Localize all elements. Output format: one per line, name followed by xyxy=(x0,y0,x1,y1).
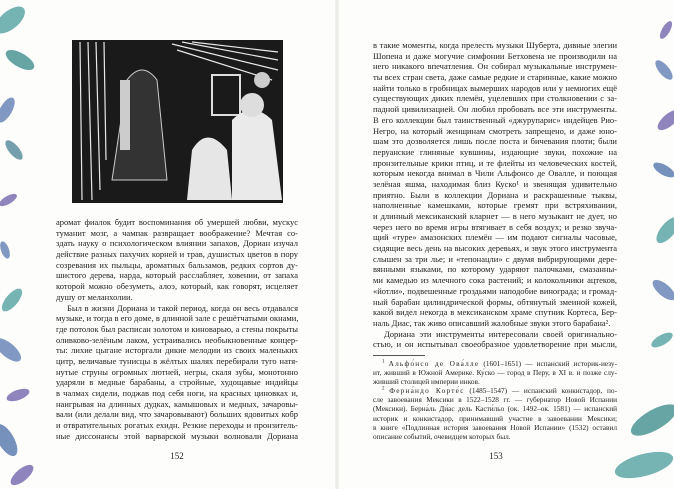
footnote-line xyxy=(373,377,617,386)
line-text: в книге «Подлинная история завоевания Новой Испании» (1532) оставил xyxy=(373,422,617,432)
line-text: вали (или делали вид, что зачаровывают) больших ядовитых кобр xyxy=(56,409,298,420)
text-line xyxy=(373,190,617,201)
line-text: историк и конкистадор, принимавший участие в завоевании Мексики; xyxy=(373,413,617,423)
right-leaf-decoration xyxy=(614,0,674,489)
text-line xyxy=(56,292,298,303)
footnote-line xyxy=(373,432,617,441)
text-line xyxy=(373,51,617,62)
line-text: пронзительные крики птиц, и те флейты из человеческих костей, xyxy=(373,157,617,168)
footnote-line xyxy=(373,423,617,432)
text-line xyxy=(56,377,298,388)
line-text: наигрывая на длинных дудках, камышовых и медных, зачаровы- xyxy=(56,398,298,409)
line-text: которым некогда внимал в Чили Альфонсо де Овалле, и поющая xyxy=(373,168,617,179)
line-text: через него во время игры втягивает в себя воздух; и резко звуча- xyxy=(373,221,617,232)
line-text: слышен за три лье; и «тепонацли» с двумя вибрирующими дере- xyxy=(373,253,617,264)
text-line xyxy=(56,228,298,239)
line-text: ные диссонансы этой варварской музыки волновали Дориана xyxy=(56,430,298,441)
footnote-marker: 1 xyxy=(382,359,385,365)
text-line xyxy=(373,83,617,94)
line-text: здать науку о психологическом влиянии запахов, Дориан изучал xyxy=(56,238,298,249)
text-line xyxy=(373,275,617,286)
text-line xyxy=(373,254,617,265)
line-text: в такие моменты, когда прелесть музыки Шуберта, дивные элегии xyxy=(373,40,617,50)
footnote-divider xyxy=(373,355,425,356)
text-line xyxy=(56,260,298,271)
footnote-line xyxy=(373,359,617,368)
text-line xyxy=(56,335,298,346)
line-text: шистого дерева, нарда, который расслабляет, ховении, от запаха xyxy=(56,270,298,281)
line-text: «йотли», подвешенные гроздьями наподобие винограда; и громад- xyxy=(373,285,617,296)
line-text: душу от меланхолии. xyxy=(56,291,133,302)
text-line xyxy=(56,409,298,420)
text-line xyxy=(56,303,298,314)
text-line xyxy=(373,72,617,83)
line-text: созревания их пыльцы, ароматных бальзамов, редких сортов ду- xyxy=(56,259,298,270)
text-line xyxy=(56,356,298,367)
text-line xyxy=(56,217,298,228)
line-text: ми камедью из млечного сока растений; и колокольчики ацтеков, xyxy=(373,275,617,286)
line-text: какой видел некогда в мексиканском храме спутник Кортеса, Бер- xyxy=(373,307,617,318)
text-line xyxy=(56,249,298,260)
line-text: Негро, на который женщинам смотреть запрещено, и даже юно- xyxy=(373,125,617,136)
line-text: вянными языками, по которому ударяют палочками, смазанны- xyxy=(373,264,617,275)
line-text: перуанские глиняные кувшины, издающие звуки, похожие на xyxy=(373,146,617,157)
line-text: найти только в гробницах вымерших народов или у немногих ещё xyxy=(373,82,617,93)
text-line xyxy=(56,345,298,356)
left-page-body xyxy=(56,217,298,441)
line-text: зелёная яшма, находимая близ Куско¹ и звенящая удивительно xyxy=(373,178,617,189)
text-line xyxy=(373,126,617,137)
line-text: действие разных пахучих корней и трав, душистых цветов в пору xyxy=(56,249,298,260)
text-line xyxy=(373,264,617,275)
text-line xyxy=(373,222,617,233)
line-text: где потолок был расписан золотом и киноварью, а стены покрыты xyxy=(56,323,298,334)
text-line xyxy=(56,238,298,249)
line-text: нутые струны огромных лютней, негры, скаля зубы, монотонно xyxy=(56,366,298,377)
text-line xyxy=(373,329,617,340)
line-text: и длинный мексиканский кларнет — в него музыкант не дует, но xyxy=(373,211,617,221)
footnote-line xyxy=(373,404,617,413)
text-line xyxy=(56,324,298,335)
text-line xyxy=(373,158,617,169)
page-number-left: 152 xyxy=(170,451,184,461)
text-line xyxy=(56,281,298,292)
line-text: стью, и он испытывал своеобразное удовлетворение при мысли, xyxy=(373,339,617,350)
footnotes xyxy=(373,359,617,441)
left-leaf-decoration xyxy=(0,0,60,489)
line-text: (1485–1547) — испанский конкистадор, по- xyxy=(464,386,617,396)
footnote-line xyxy=(373,414,617,423)
text-line xyxy=(373,168,617,179)
right-page-body xyxy=(373,40,617,350)
text-line xyxy=(56,420,298,431)
text-line xyxy=(373,104,617,115)
line-text: Был в жизни Дориана и такой период, когда он весь отдавался xyxy=(67,302,298,313)
text-line xyxy=(373,40,617,51)
woodcut-illustration xyxy=(72,40,283,203)
line-text: наполненные камешками, которые гремят при встряхивании, xyxy=(373,200,617,211)
line-text: сле завоевания Мексики в 1522–1528 гг. — губернатор Новой Испании xyxy=(373,395,617,405)
line-text: него никакого впечатления. Он собирал музыкальные инструмен- xyxy=(373,61,617,72)
text-line xyxy=(56,388,298,399)
text-line xyxy=(373,286,617,297)
text-line xyxy=(56,270,298,281)
text-line xyxy=(373,339,617,350)
line-text: приятно. Были в коллекции Дориана и раскрашенные тыквы, xyxy=(373,189,617,200)
footnote-name: Ферна́ндо Корте́с xyxy=(389,386,465,396)
line-text: ты: лихие цыгане исторгали дикие мелодии из своих маленьких xyxy=(56,345,298,356)
text-line xyxy=(56,431,298,442)
line-text: наль Диас, так живо описавший жалобные звуки этого барабана². xyxy=(373,317,611,328)
footnote-name: Альфо́нсо де Ова́лле xyxy=(388,359,480,368)
line-text: щий «туре» амазонских племён — им подают сигналы часовые, xyxy=(373,232,617,243)
line-text: падной цивилизацией. Он любил пробовать все эти инструменты. xyxy=(373,104,617,115)
line-text: туманит мозг, а чампак развращает воображение? Мечтая со- xyxy=(56,227,298,238)
text-line xyxy=(373,232,617,243)
text-line xyxy=(373,211,617,222)
line-text: (1601–1651) — испанский историк-иезу- xyxy=(479,359,617,368)
line-text: ударяли в медные барабаны, а стройные, худощавые индийцы xyxy=(56,377,298,388)
line-text: цитр, величавые тунисцы в жёлтых шалях перебирали туго натя- xyxy=(56,355,298,366)
footnote-line xyxy=(373,368,617,377)
text-line xyxy=(373,243,617,254)
line-text: в чалмах сидели, поджав под себя ноги, на красных циновках и, xyxy=(56,388,298,398)
line-text: которой можно обезуметь, алоэ, который, как говорят, исцеляет xyxy=(56,281,298,292)
line-text: оливково-зелёным лаком, устраивались необыкновенные концер- xyxy=(56,334,298,345)
text-line xyxy=(373,297,617,308)
footnote-marker: 2 xyxy=(382,386,385,392)
text-line xyxy=(373,61,617,72)
text-line xyxy=(373,115,617,126)
text-line xyxy=(56,399,298,410)
line-text: сидящие весь день на высоких деревьях, и звук этого инструмента xyxy=(373,243,617,254)
text-line xyxy=(373,136,617,147)
text-line xyxy=(56,367,298,378)
text-line xyxy=(373,200,617,211)
line-text: описание событий, очевидцем которых был. xyxy=(373,431,511,441)
page-number-right: 153 xyxy=(489,451,503,461)
book-spine xyxy=(335,0,339,489)
line-text: Дориана эти инструменты интересовали своей оригинально- xyxy=(384,328,617,339)
line-text: ный барабан цилиндрической формы, обтянутый змеиной кожей, xyxy=(373,296,617,307)
line-text: и отвратительных рогатых ехидн. Резкие переходы и пронзитель- xyxy=(56,420,298,431)
text-line xyxy=(373,179,617,190)
line-text: живший столицей империи инков. xyxy=(373,377,480,387)
line-text: ит, живший в Южной Америке. Ку́ско — город в Перу, в XI в. и позже слу- xyxy=(373,368,617,378)
line-text: аромат фиалок будит воспоминания об умершей любви, мускус xyxy=(56,217,298,227)
text-line xyxy=(373,318,617,329)
line-text: В его коллекции был таинственный «джурупарис» индейцев Рио- xyxy=(373,114,617,125)
text-line xyxy=(373,307,617,318)
text-line xyxy=(373,93,617,104)
line-text: шам это дозволяется лишь после поста и бичевания плоти; были xyxy=(373,136,617,147)
text-line xyxy=(373,147,617,158)
line-text: (Мексики). Берна́ль Ди́ас дель Касти́льо (ок. 1492–ок. 1581) — испанский xyxy=(373,404,617,414)
footnote-line xyxy=(373,386,617,395)
line-text: существующих диких племён, уцелевших при столкновении с за- xyxy=(373,93,617,104)
line-text: музыке, и тогда в его доме, в длинной зале с решётчатыми окнами, xyxy=(56,313,299,324)
line-text: Шопена и даже могучие симфонии Бетховена не производили на xyxy=(373,50,617,61)
line-text: ты всех стран света, даже самые редкие и старинные, какие можно xyxy=(373,72,617,83)
text-line xyxy=(56,313,298,324)
